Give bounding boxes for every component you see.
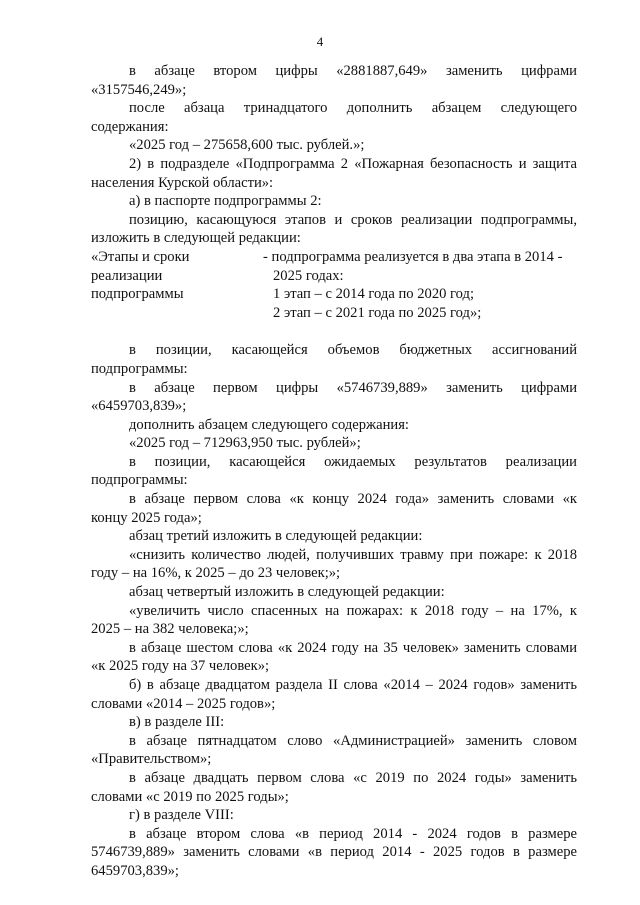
table-left-line: реализации	[91, 267, 163, 284]
text-line-q14b: «Правительством»;	[91, 751, 212, 768]
text-line-q4: «2025 год – 712963,950 тыс. рублей»;	[129, 435, 361, 452]
text-line-p2a: после абзаца тринадцатого дополнить абзацем следующего	[129, 100, 577, 117]
document-body	[91, 62, 577, 881]
table-left-column	[91, 248, 263, 322]
text-line-q1b: подпрограммы:	[91, 360, 188, 377]
text-line-q17a: в абзаце втором слова «в период 2014 - 2024 годов в размере	[129, 825, 577, 842]
text-block-before-table	[91, 62, 577, 248]
text-line-q17b: 5746739,889» заменить словами «в период 2014 - 2025 годов в размере	[91, 844, 577, 861]
text-line-p5: а) в паспорте подпрограммы 2:	[129, 193, 322, 210]
table-right-column	[263, 248, 577, 322]
text-line-q5a: в позиции, касающейся ожидаемых результатов реализации	[129, 453, 577, 470]
spacer	[91, 322, 577, 341]
text-line-p2b: содержания:	[91, 118, 169, 135]
text-line-q5b: подпрограммы:	[91, 472, 188, 489]
text-line-p1b: «3157546,249»;	[91, 81, 187, 98]
text-line-q15b: словами «с 2019 по 2025 годы»;	[91, 788, 289, 805]
table-left-line: подпрограммы	[91, 286, 184, 303]
text-line-q8a: «снизить количество людей, получивших травму при пожаре: к 2018	[129, 546, 577, 563]
text-line-q17c: 6459703,839»;	[91, 862, 179, 879]
text-line-p1a: в абзаце втором цифры «2881887,649» заменить цифрами	[129, 63, 577, 79]
table-right-line: 2025 годах:	[273, 267, 344, 284]
text-line-q11b: «к 2025 году на 37 человек»;	[91, 658, 270, 675]
table-right-line: 2 этап – с 2021 года по 2025 год»;	[273, 304, 482, 321]
text-line-q13: в) в разделе III:	[129, 714, 225, 731]
text-line-q16: г) в разделе VIII:	[129, 807, 234, 824]
text-line-q9: абзац четвертый изложить в следующей редакции:	[129, 584, 445, 601]
text-block-after-table	[91, 341, 577, 880]
text-line-p3: «2025 год – 275658,600 тыс. рублей.»;	[129, 137, 365, 154]
text-line-q12a: б) в абзаце двадцатом раздела II слова «2014 – 2024 годов» заменить	[129, 677, 577, 693]
text-line-q3: дополнить абзацем следующего содержания:	[129, 416, 409, 433]
text-line-q1a: в позиции, касающейся объемов бюджетных ассигнований	[129, 342, 577, 359]
table-left-line: «Этапы и сроки	[91, 248, 190, 265]
text-line-q10a: «увеличить число спасенных на пожарах: к 2018 году – на 17%, к	[129, 602, 577, 619]
text-line-q12b: словами «2014 – 2025 годов»;	[91, 695, 276, 712]
text-line-q6a: в абзаце первом слова «к концу 2024 года» заменить словами «к	[129, 491, 577, 508]
text-line-p6a: позицию, касающуюся этапов и сроков реализации подпрограммы,	[129, 211, 577, 228]
text-line-p4a: 2) в подразделе «Подпрограмма 2 «Пожарная безопасность и защита	[129, 155, 577, 172]
text-line-q14a: в абзаце пятнадцатом слово «Администрацией» заменить словом	[129, 732, 577, 749]
text-line-q7: абзац третий изложить в следующей редакции:	[129, 528, 423, 545]
table-right-line: 1 этап – с 2014 года по 2020 год;	[273, 286, 475, 303]
page-number: 4	[316, 34, 324, 49]
text-line-q15a: в абзаце двадцать первом слова «с 2019 по 2024 годы» заменить	[129, 769, 577, 786]
text-line-q2b: «6459703,839»;	[91, 398, 187, 415]
text-line-p6b: изложить в следующей редакции:	[91, 230, 301, 247]
text-line-p4b: населения Курской области»:	[91, 174, 274, 191]
text-line-q6b: концу 2025 года»;	[91, 509, 202, 526]
text-line-q8b: году – на 16%, к 2025 – до 23 человек;»;	[91, 565, 341, 582]
text-line-q2a: в абзаце первом цифры «5746739,889» заменить цифрами	[129, 379, 577, 396]
text-line-q11a: в абзаце шестом слова «к 2024 году на 35 человек» заменить словами	[129, 639, 577, 656]
text-line-q10b: 2025 – на 382 человека;»;	[91, 621, 249, 638]
passport-position-table	[91, 248, 577, 322]
table-right-line: - подпрограмма реализуется в два этапа в 2014 -	[263, 248, 563, 265]
